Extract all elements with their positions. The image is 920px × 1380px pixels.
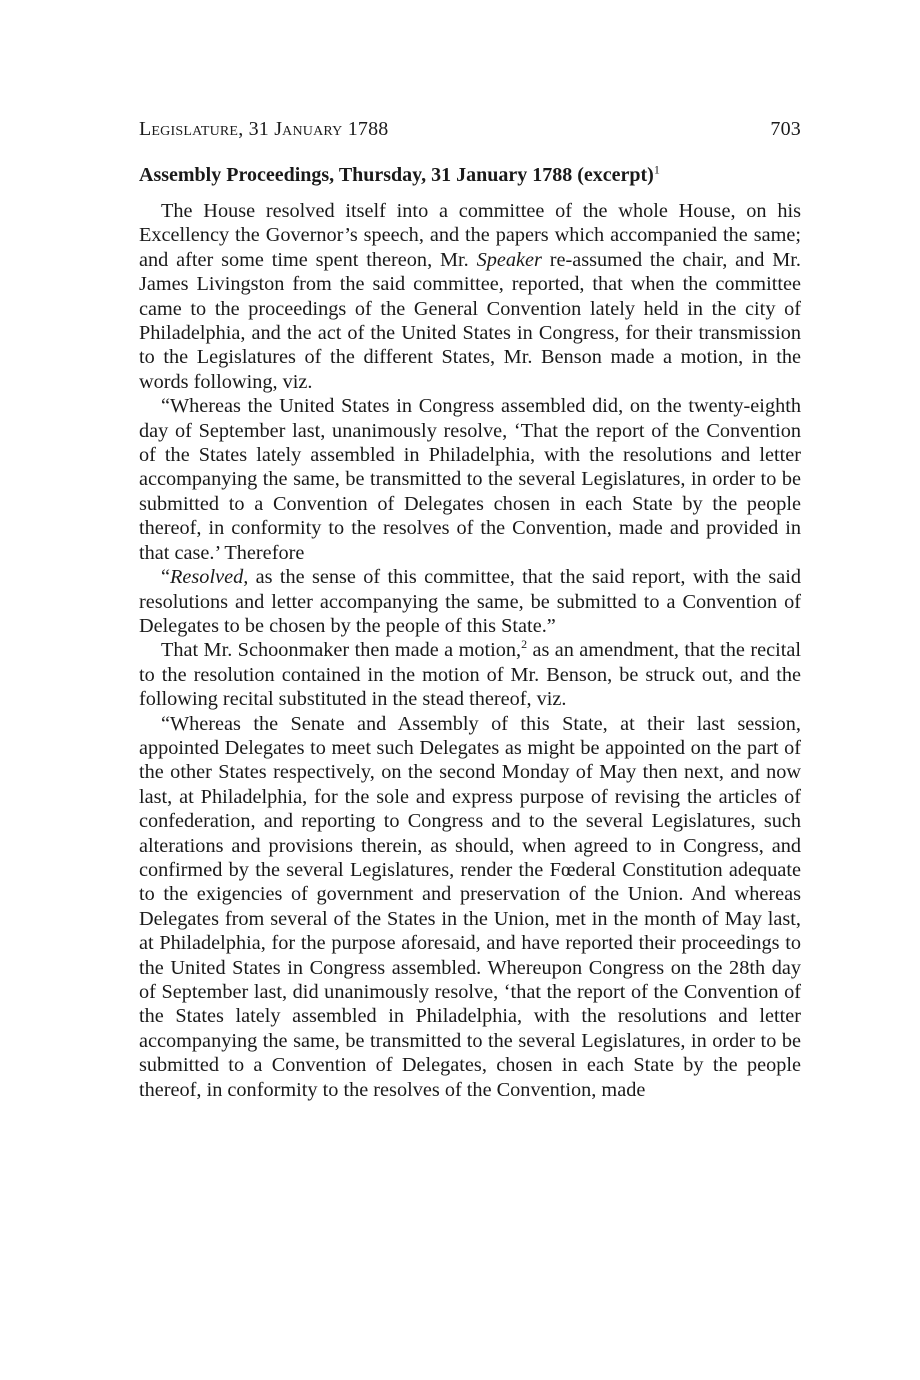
footnote-marker-2: 2 (521, 637, 528, 652)
body-text (139, 199, 801, 1102)
running-head-title: Legislature, 31 January 1788 (139, 118, 389, 140)
paragraph-4-text-b: as an amendment, that the recital to the resolution contained in the motion of Mr. Benson, be struck out, and the following recital substituted in the stead thereof, viz. (139, 639, 801, 711)
paragraph-5: “Whereas the Senate and Assembly of this State, at their last session, appointed Delegates to meet such Delegates as might be appointed on the part of the other States respectively, on the second Monday of May then next, and now last, at Philadelphia, for the sole and express purpose of revising the articles of confederation, and reporting to Congress and to the several Legislatures, such alterations and provisions therein, as should, when agreed to in Congress, and confirmed by the several Legislatures, render the Fœderal Constitution adequate to the exigencies of government and preservation of the Union. And whereas Delegates from several of the States in the Union, met in the month of May last, at Philadelphia, for the purpose aforesaid, and have reported their proceedings to the United States in Congress assembled. Whereupon Congress on the 28th day of September last, did unanimously resolve, ‘that the report of the Convention of the States lately assembled in Philadelphia, with the resolutions and letter accompanying the same, be transmitted to the several Legislatures, in order to be submitted to a Convention of Delegates, chosen in each State by the people thereof, in conformity to the resolves of the Convention, made (139, 712, 801, 1101)
paragraph-4-text-a: That Mr. Schoonmaker then made a motion, (161, 639, 522, 662)
paragraph-1 (139, 199, 801, 394)
section-heading (139, 163, 801, 187)
paragraph-2: “Whereas the United States in Congress assembled did, on the twenty-eighth day of September last, unanimously resolve, ‘That the report of the Convention of the States lately assembled in Philadelphia, with the resolutions and letter accompanying the same, be transmitted to the several Legislatures, in order to be submitted to a Convention of Delegates chosen in each State by the people thereof, in conformity to the resolves of the Convention, made and provided in that case.’ Therefore (139, 395, 801, 564)
paragraph-3-resolved: Resolved, (170, 566, 249, 589)
paragraph-3-quote: “ (161, 566, 171, 589)
paragraph-1-text-a: The House resolved itself into a committee of the whole House, on his Excellency the Governor’s speech, and the papers which accompanied the same; and after some time spent thereon, Mr. (139, 200, 801, 271)
paragraph-1-text-c: re-assumed the chair, and Mr. James Livingston from the said committee, reported, that when the committee came to the proceedings of the General Convention lately held in the city of Philadelphia, and the act of the United States in Congress, for their transmission to the Legislatures of the different States, Mr. Benson made a motion, in the words following, viz. (139, 248, 802, 393)
running-head (139, 118, 801, 141)
paragraph-1-speaker: Speaker (476, 248, 542, 271)
paragraph-3 (139, 565, 801, 638)
paragraph-4 (139, 638, 801, 711)
footnote-marker-1: 1 (653, 162, 660, 177)
paragraph-3-text: as the sense of this committee, that the said report, with the said resolutions and letter accompanying the same, be submitted to a Convention of Delegates to be chosen by the people of this State.” (139, 566, 801, 637)
document-page (139, 118, 801, 1102)
section-heading-text: Assembly Proceedings, Thursday, 31 January 1788 (excerpt) (139, 164, 654, 186)
page-number: 703 (770, 118, 801, 140)
